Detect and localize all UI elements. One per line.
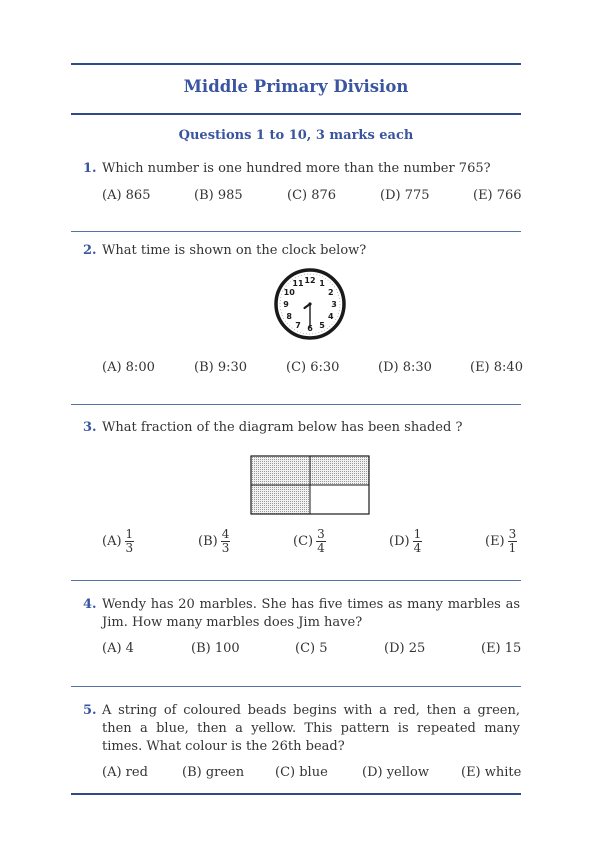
clock-numeral: 1	[319, 279, 325, 289]
clock-numeral: 6	[307, 324, 313, 333]
question-2-option-d[interactable]: (D) 8:30	[378, 360, 432, 375]
fraction-numerator: 1	[413, 527, 422, 541]
question-3-option-c[interactable]	[293, 528, 326, 555]
option-label: (E)	[485, 534, 505, 549]
question-4-option-a[interactable]: (A) 4	[102, 641, 134, 656]
clock-numeral: 4	[327, 312, 334, 321]
question-2-option-a[interactable]: (A) 8:00	[102, 360, 155, 375]
question-2-text: What time is shown on the clock below?	[102, 243, 367, 258]
question-2-number: 2.	[83, 243, 97, 258]
clock-numeral: 12	[304, 276, 316, 285]
clock-numeral: 3	[331, 300, 337, 309]
fraction	[221, 528, 231, 555]
question-5-text: A string of coloured beads begins with a red, then a green, then a blue, then a yellow. This pattern is repeated many times. What colour is the 26th bead?	[102, 703, 520, 754]
question-5-option-d[interactable]: (D) yellow	[362, 765, 430, 780]
fraction	[125, 528, 135, 555]
question-2-option-b[interactable]: (B) 9:30	[194, 360, 248, 375]
question-5-option-c[interactable]: (C) blue	[275, 765, 328, 780]
question-3-option-d[interactable]	[389, 528, 422, 555]
fraction-numerator: 3	[317, 527, 325, 541]
option-label: (B)	[198, 534, 218, 549]
divider-4	[71, 686, 521, 687]
clock-numeral: 9	[283, 300, 289, 309]
grid-cell-shaded	[251, 456, 310, 485]
bottom-rule	[71, 793, 521, 795]
clock-numeral: 2	[327, 288, 334, 297]
top-rule	[71, 63, 521, 65]
question-4-option-c[interactable]: (C) 5	[295, 641, 328, 656]
divider-3	[71, 580, 521, 581]
question-5-option-a[interactable]: (A) red	[102, 765, 148, 780]
fraction	[413, 528, 423, 555]
question-1-number: 1.	[83, 161, 97, 176]
question-5-option-e[interactable]: (E) white	[461, 765, 522, 780]
fraction-denominator: 4	[413, 541, 422, 555]
fraction-numerator: 4	[221, 527, 230, 541]
clock-numeral: 5	[319, 320, 325, 330]
grid-cell-shaded	[310, 456, 369, 485]
divider-1	[71, 231, 521, 232]
question-1-option-b[interactable]: (B) 985	[194, 188, 243, 203]
question-2-option-e[interactable]: (E) 8:40	[470, 360, 523, 375]
question-4-option-d[interactable]: (D) 25	[384, 641, 426, 656]
question-4-option-e[interactable]: (E) 15	[481, 641, 522, 656]
fraction-denominator: 1	[508, 541, 517, 555]
question-3-option-e[interactable]	[485, 528, 517, 555]
question-3-text: What fraction of the diagram below has been shaded ?	[102, 420, 463, 435]
shaded-grid-diagram	[250, 455, 370, 515]
question-4-option-b[interactable]: (B) 100	[191, 641, 240, 656]
clock-numeral: 10	[283, 288, 295, 297]
question-3-number: 3.	[83, 420, 97, 435]
question-4-text: Wendy has 20 marbles. She has five times as many marbles as Jim. How many marbles does Jim have?	[102, 597, 520, 630]
section-subtitle: Questions 1 to 10, 3 marks each	[178, 128, 414, 143]
divider-2	[71, 404, 521, 405]
question-5-option-b[interactable]: (B) green	[182, 765, 245, 780]
question-4-number: 4.	[83, 597, 97, 612]
fraction	[508, 528, 518, 555]
clock-numeral: 11	[292, 279, 304, 289]
question-3-option-b[interactable]	[198, 528, 230, 555]
page-title: Middle Primary Division	[183, 77, 409, 96]
clock-numeral: 7	[295, 320, 301, 330]
question-1-text: Which number is one hundred more than the number 765?	[102, 161, 491, 176]
fraction-numerator: 1	[125, 527, 134, 541]
question-1-option-d[interactable]: (D) 775	[380, 188, 430, 203]
question-5-number: 5.	[83, 703, 97, 718]
clock-center	[308, 302, 311, 305]
question-1-option-a[interactable]: (A) 865	[102, 188, 151, 203]
question-1-option-e[interactable]: (E) 766	[473, 188, 522, 203]
option-label: (D)	[389, 534, 410, 549]
fraction-denominator: 4	[317, 541, 325, 555]
header-rule	[71, 113, 521, 115]
question-2-option-c[interactable]: (C) 6:30	[286, 360, 340, 375]
fraction-denominator: 3	[221, 541, 230, 555]
grid-cell-shaded	[251, 485, 310, 514]
fraction-numerator: 3	[508, 527, 517, 541]
option-label: (A)	[102, 534, 122, 549]
grid-cell-unshaded	[310, 485, 369, 514]
question-1-option-c[interactable]: (C) 876	[287, 188, 337, 203]
fraction-denominator: 3	[125, 541, 134, 555]
option-label: (C)	[293, 534, 314, 549]
clock-diagram	[273, 267, 347, 341]
fraction	[316, 528, 326, 555]
question-3-option-a[interactable]	[102, 528, 134, 555]
clock-numeral: 8	[286, 312, 293, 321]
